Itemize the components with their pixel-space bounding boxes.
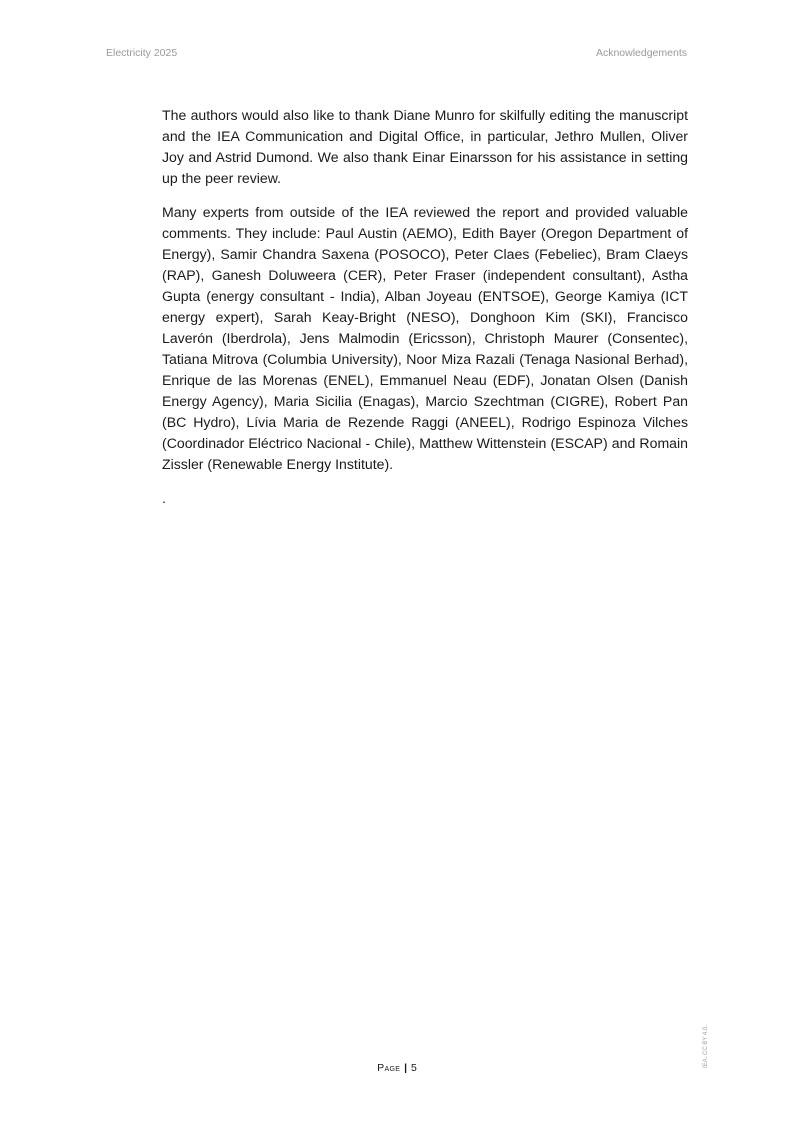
acknowledgement-paragraph-reviewers: Many experts from outside of the IEA reviewed the report and provided valuable comments. They include: Paul Austin (AEMO), Edith Bayer (Oregon Department of Energy), Samir Chandra Saxena (POSOCO), Peter Claes (Febeliec), Bram Claeys (RAP), Ganesh Doluweera (CER), Peter Fraser (independent consultant), Astha Gupta (energy consultant - India), Alban Joyeau (ENTSOE), George Kamiya (ICT energy expert), Sarah Keay-Bright (NESO), Donghoon Kim (SKI), Francisco Laverón (Iberdrola), Jens Malmodin (Ericsson), Christoph Maurer (Consentec), Tatiana Mitrova (Columbia University), Noor Miza Razali (Tenaga Nasional Berhad), Enrique de las Morenas (ENEL), Emmanuel Neau (EDF), Jonatan Olsen (Danish Energy Agency), Maria Sicilia (Enagas), Marcio Szechtman (CIGRE), Robert Pan (BC Hydro), Lívia Maria de Rezende Raggi (ANEEL), Rodrigo Espinoza Vilches (Coordinador Eléctrico Nacional - Chile), Matthew Wittenstein (ESCAP) and Romain Zissler (Renewable Energy Institute). <box>162 204 688 472</box>
page-separator: | <box>404 1062 408 1074</box>
page-number: 5 <box>410 1062 417 1074</box>
main-content <box>162 105 688 509</box>
acknowledgement-paragraph-editing: The authors would also like to thank Diane Munro for skilfully editing the manuscript and the IEA Communication and Digital Office, in particular, Jethro Mullen, Oliver Joy and Astrid Dumond. We also thank Einar Einarsson for his assistance in setting up the peer review. <box>162 107 688 186</box>
license-notice: IEA. CC BY 4.0. <box>703 1025 709 1068</box>
header-report-title: Electricity 2025 <box>106 47 178 59</box>
page-footer <box>0 1062 794 1074</box>
page-label: Page <box>377 1062 401 1074</box>
header-section-title: Acknowledgements <box>595 47 687 59</box>
trailing-period: . <box>162 490 166 506</box>
